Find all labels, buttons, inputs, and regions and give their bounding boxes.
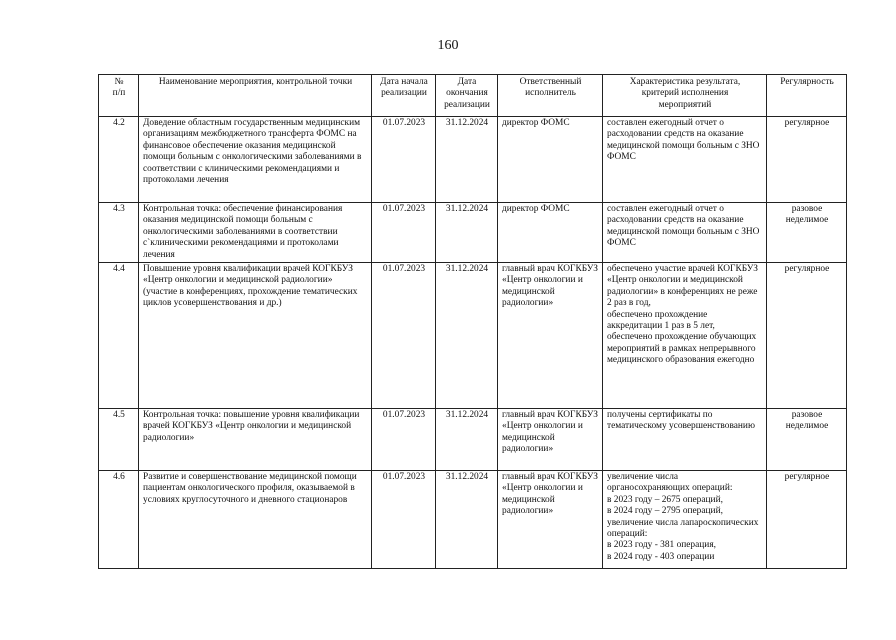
row-start-date: 01.07.2023 — [372, 203, 436, 263]
row-end-date: 31.12.2024 — [436, 117, 498, 203]
header-name: Наименование мероприятия, контрольной точки — [139, 75, 372, 117]
row-start-date: 01.07.2023 — [372, 263, 436, 409]
row-responsible: директор ФОМС — [498, 203, 603, 263]
header-num: № п/п — [99, 75, 139, 117]
row-regularity: регулярное — [767, 471, 847, 569]
row-end-date: 31.12.2024 — [436, 409, 498, 471]
row-start-date: 01.07.2023 — [372, 117, 436, 203]
row-regularity: разовое неделимое — [767, 203, 847, 263]
row-result: получены сертификаты по тематическому усовершенствованию — [603, 409, 767, 471]
header-end-date: Дата окончания реализации — [436, 75, 498, 117]
row-regularity: регулярное — [767, 263, 847, 409]
row-name: Контрольная точка: обеспечение финансирования оказания медицинской помощи больным с онкологическими заболеваниями в соответствии с`клиническими рекомендациями и протоколами лечения — [139, 203, 372, 263]
row-start-date: 01.07.2023 — [372, 409, 436, 471]
row-number: 4.3 — [99, 203, 139, 263]
row-result: увеличение числа органосохраняющих операций: в 2023 году – 2675 операций, в 2024 году – 2795 операций, увеличение числа лапароскопических операций: в 2023 году - 381 операция, в 2024 году - 403 операции — [603, 471, 767, 569]
row-responsible: главный врач КОГКБУЗ «Центр онкологии и медицинской радиологии» — [498, 409, 603, 471]
row-start-date: 01.07.2023 — [372, 471, 436, 569]
row-end-date: 31.12.2024 — [436, 471, 498, 569]
row-regularity: разовое неделимое — [767, 409, 847, 471]
header-result: Характеристика результата, критерий исполнения мероприятий — [603, 75, 767, 117]
row-result: составлен ежегодный отчет о расходовании средств на оказание медицинской помощи больным с ЗНО ФОМС — [603, 203, 767, 263]
header-regularity: Регулярность — [767, 75, 847, 117]
row-name: Развитие и совершенствование медицинской помощи пациентам онкологического профиля, оказываемой в условиях круглосуточного и дневного стационаров — [139, 471, 372, 569]
page-number: 160 — [437, 38, 459, 53]
row-number: 4.5 — [99, 409, 139, 471]
table-row — [99, 409, 847, 471]
header-start-date: Дата начала реализации — [372, 75, 436, 117]
row-responsible: главный врач КОГКБУЗ «Центр онкологии и медицинской радиологии» — [498, 471, 603, 569]
row-name: Доведение областным государственным медицинским организациям межбюджетного трансферта ФОМС на финансовое обеспечение оказания медицинской помощи больным с онкологическими заболеваниями в соответствии с клиническими рекомендациями и протоколами лечения — [139, 117, 372, 203]
row-end-date: 31.12.2024 — [436, 203, 498, 263]
row-responsible: главный врач КОГКБУЗ «Центр онкологии и медицинской радиологии» — [498, 263, 603, 409]
table-row — [99, 263, 847, 409]
row-end-date: 31.12.2024 — [436, 263, 498, 409]
row-number: 4.2 — [99, 117, 139, 203]
row-name: Повышение уровня квалификации врачей КОГКБУЗ «Центр онкологии и медицинской радиологии» (участие в конференциях, прохождение тематических циклов усовершенствования и др.) — [139, 263, 372, 409]
table-row — [99, 471, 847, 569]
header-responsible: Ответственный исполнитель — [498, 75, 603, 117]
table-row — [99, 117, 847, 203]
row-number: 4.4 — [99, 263, 139, 409]
row-responsible: директор ФОМС — [498, 117, 603, 203]
row-result: составлен ежегодный отчет о расходовании средств на оказание медицинской помощи больным с ЗНО ФОМС — [603, 117, 767, 203]
row-result: обеспечено участие врачей КОГКБУЗ «Центр онкологии и медицинской радиологии» в конференциях не реже 2 раз в год, обеспечено прохождение аккредитации 1 раз в 5 лет, обеспечено прохождение обучающих мероприятий в рамках непрерывного медицинского образования ежегодно — [603, 263, 767, 409]
row-number: 4.6 — [99, 471, 139, 569]
row-regularity: регулярное — [767, 117, 847, 203]
table-row — [99, 203, 847, 263]
table-header-row — [99, 75, 847, 117]
measures-table — [98, 74, 847, 569]
row-name: Контрольная точка: повышение уровня квалификации врачей КОГКБУЗ «Центр онкологии и медицинской радиологии» — [139, 409, 372, 471]
